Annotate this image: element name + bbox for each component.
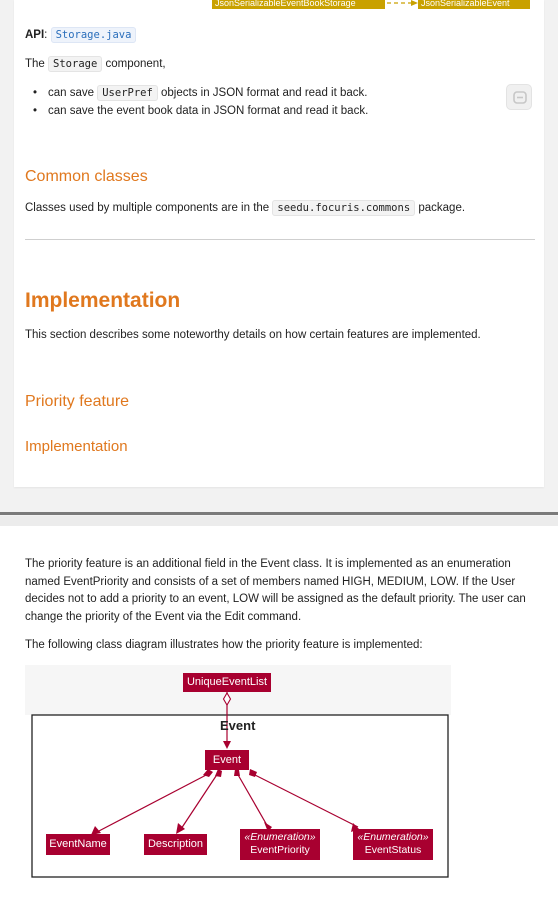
- arrow-icon: [385, 0, 418, 9]
- event-package-label: Event: [220, 718, 256, 733]
- section-divider: [25, 239, 535, 240]
- copy-button[interactable]: [506, 84, 532, 110]
- storage-java-link[interactable]: Storage.java: [51, 27, 137, 43]
- implementation-heading: Implementation: [25, 289, 181, 312]
- json-event-box: JsonSerializableEvent: [418, 0, 530, 9]
- copy-icon: [507, 85, 533, 111]
- storage-intro: [25, 56, 535, 73]
- bullet1-pre: can save: [48, 87, 95, 99]
- storage-intro-pre: The: [25, 58, 45, 70]
- priority-feature-heading: Priority feature: [25, 393, 130, 410]
- common-classes-heading: Common classes: [25, 168, 148, 185]
- unique-event-list-box: UniqueEventList: [183, 673, 271, 692]
- list-item: [25, 103, 535, 120]
- api-line: [25, 27, 535, 44]
- common-classes-text: [25, 200, 535, 217]
- storage-code: Storage: [48, 56, 102, 72]
- priority-implementation-subheading: Implementation: [25, 438, 128, 455]
- priority-class-diagram: [25, 665, 455, 885]
- event-name-box: EventName: [46, 834, 110, 855]
- content-card-top: [14, 0, 544, 487]
- event-priority-enum-box: [240, 829, 320, 860]
- bullet2-text: can save the event book data in JSON format and read it back.: [48, 105, 369, 117]
- page-break-line: [0, 512, 558, 515]
- common-text-pre: Classes used by multiple components are in the: [25, 202, 270, 214]
- implementation-text: This section describes some noteworthy details on how certain features are implemented.: [25, 329, 481, 341]
- api-sep: :: [44, 29, 48, 41]
- api-label: API: [25, 29, 45, 41]
- description-box: Description: [144, 834, 207, 855]
- enum-stereotype: «Enumeration»: [357, 831, 429, 843]
- enum-stereotype: «Enumeration»: [244, 831, 316, 843]
- storage-intro-post: component,: [105, 58, 166, 70]
- commons-package-code: seedu.focuris.commons: [272, 200, 415, 216]
- event-class-box: Event: [205, 750, 249, 770]
- common-text-post: package.: [418, 202, 466, 214]
- list-item: [25, 85, 535, 102]
- event-status-label: EventStatus: [364, 844, 422, 856]
- userpref-code: UserPref: [97, 85, 158, 101]
- class-diagram-intro: The following class diagram illustrates how the priority feature is implemented:: [25, 639, 423, 651]
- page-break-gap: [0, 516, 558, 526]
- bullet1-post: objects in JSON format and read it back.: [161, 87, 368, 99]
- priority-description: The priority feature is an additional field in the Event class. It is implemented as an enumeration named EventPriority and consists of a set of members named HIGH, MEDIUM, LOW. If the User decides not to add a priority to an event, LOW will be assigned as the default priority. The user can change the priority of the Event via the Edit command.: [25, 558, 526, 623]
- event-priority-label: EventPriority: [250, 844, 310, 856]
- event-status-enum-box: [353, 829, 433, 860]
- json-eventbook-storage-box: JsonSerializableEventBookStorage: [212, 0, 385, 9]
- storage-capabilities-list: [25, 85, 535, 120]
- storage-diagram-fragment: [212, 0, 530, 9]
